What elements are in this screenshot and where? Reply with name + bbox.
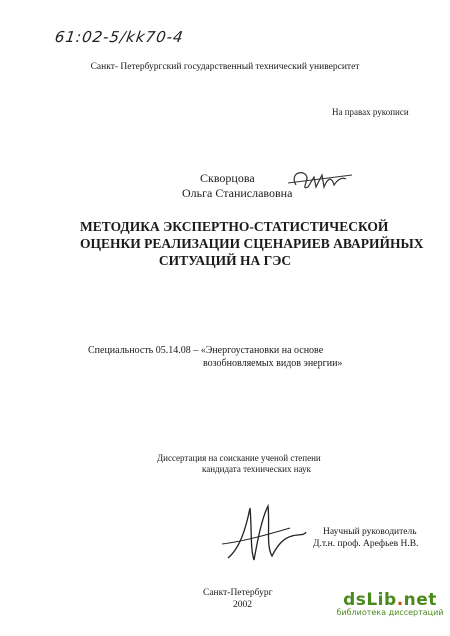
author-last-name: Скворцова <box>200 171 255 185</box>
author-signature <box>286 165 356 197</box>
rights-note: На правах рукописи <box>332 107 409 117</box>
university-name: Санкт- Петербургский государственный технический университет <box>90 62 360 72</box>
year: 2002 <box>233 600 252 610</box>
supervisor-role: Научный руководитель <box>323 527 417 537</box>
title-line: СИТУАЦИЙ НА ГЭС <box>158 253 292 268</box>
specialty-line-2: возобновляемых видов энергии» <box>203 358 343 369</box>
dslib-watermark <box>335 590 445 617</box>
supervisor-signature <box>220 498 310 568</box>
title-line: МЕТОДИКА ЭКСПЕРТНО-СТАТИСТИЧЕСКОЙ <box>80 219 389 234</box>
specialty-line-1: Специальность 05.14.08 – «Энергоустановки на основе <box>88 345 324 356</box>
title-line: ОЦЕНКИ РЕАЛИЗАЦИИ СЦЕНАРИЕВ АВАРИЙНЫХ <box>80 236 424 251</box>
degree-line-1: Диссертация на соискание ученой степени <box>157 453 321 463</box>
handwritten-catalog-code: 61:02-5/kk70-4 <box>53 28 185 46</box>
author-first-names: Ольга Станиславовна <box>182 186 293 200</box>
city: Санкт-Петербург <box>203 588 273 598</box>
watermark-logo: dsLib.net <box>343 590 437 610</box>
dissertation-title <box>80 218 424 269</box>
watermark-subtitle: библиотека диссертаций <box>336 608 444 617</box>
degree-line-2: кандидата технических наук <box>202 464 311 474</box>
supervisor-name: Д.т.н. проф. Арефьев Н.В. <box>313 539 419 549</box>
